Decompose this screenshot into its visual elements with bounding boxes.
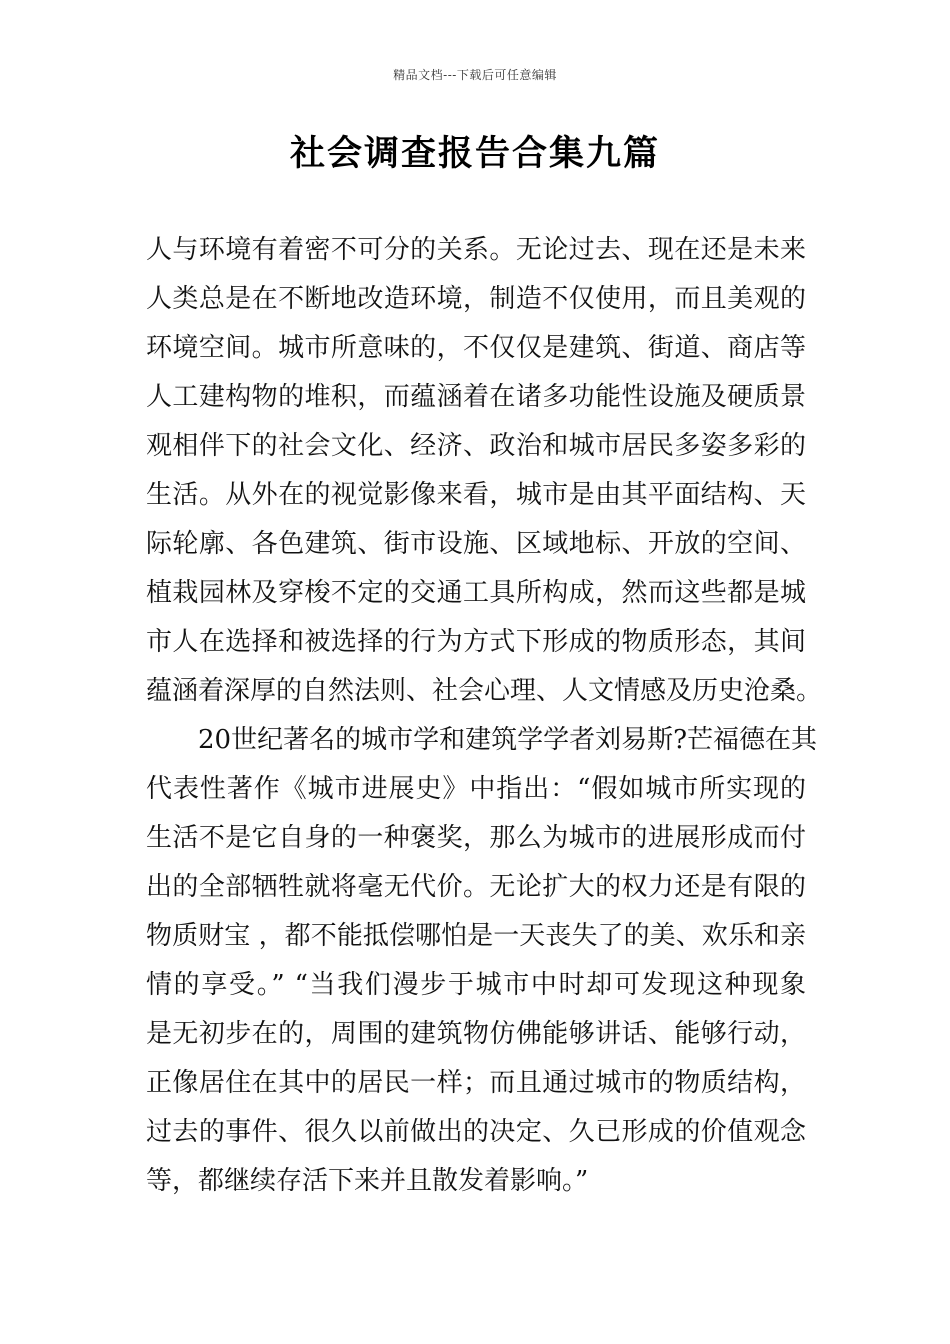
text-line: 生活不是它自身的一种褒奖，那么为城市的进展形成而付 [146,823,806,853]
text-line: 等，都继续存活下来并且散发着影响。” [146,1166,589,1196]
document-body [146,226,823,1206]
text-line: 观相伴下的社会文化、经济、政治和城市居民多姿多彩的 [146,431,806,461]
text-line: 情的享受。” “当我们漫步于城市中时却可发现这种现象 [146,970,806,1000]
paragraph-2 [146,716,818,1206]
text-line: 正像居住在其中的居民一样；而且通过城市的物质结构， [146,1068,806,1098]
text-line: 环境空间。城市所意味的，不仅仅是建筑、街道、商店等 [146,333,806,363]
text-line: 植栽园林及穿梭不定的交通工具所构成，然而这些都是城 [146,578,806,608]
text-line: 代表性著作《城市进展史》中指出：“假如城市所实现的 [146,774,806,804]
paragraph-1 [146,226,823,716]
text-line: 是无初步在的，周围的建筑物仿佛能够讲话、能够行动， [146,1019,806,1049]
text-line: 物质财宝 ，都不能抵偿哪怕是一天丧失了的美、欢乐和亲 [146,921,806,951]
document-title: 社会调查报告合集九篇 [289,134,660,174]
text-line: 人类总是在不断地改造环境，制造不仅使用，而且美观的 [146,284,806,314]
text-line: 人工建构物的堆积，而蕴涵着在诸多功能性设施及硬质景 [146,382,806,412]
text-line: 过去的事件、很久以前做出的决定、久已形成的价值观念 [146,1117,806,1147]
text-line: 出的全部牺牲就将毫无代价。无论扩大的权力还是有限的 [146,872,806,902]
text-line: 人与环境有着密不可分的关系。无论过去、现在还是未来 [146,235,806,265]
text-line: 际轮廓、各色建筑、街市设施、区域地标、开放的空间、 [146,529,806,559]
text-line: 20世纪著名的城市学和建筑学学者刘易斯?芒福德在其 [198,725,818,755]
text-line: 生活。从外在的视觉影像来看，城市是由其平面结构、天 [146,480,806,510]
text-line: 市人在选择和被选择的行为方式下形成的物质形态，其间 [146,627,806,657]
text-line: 蕴涵着深厚的自然法则、社会心理、人文情感及历史沧桑。 [146,676,823,706]
document-header-note: 精品文档---下载后可任意编辑 [393,68,557,82]
